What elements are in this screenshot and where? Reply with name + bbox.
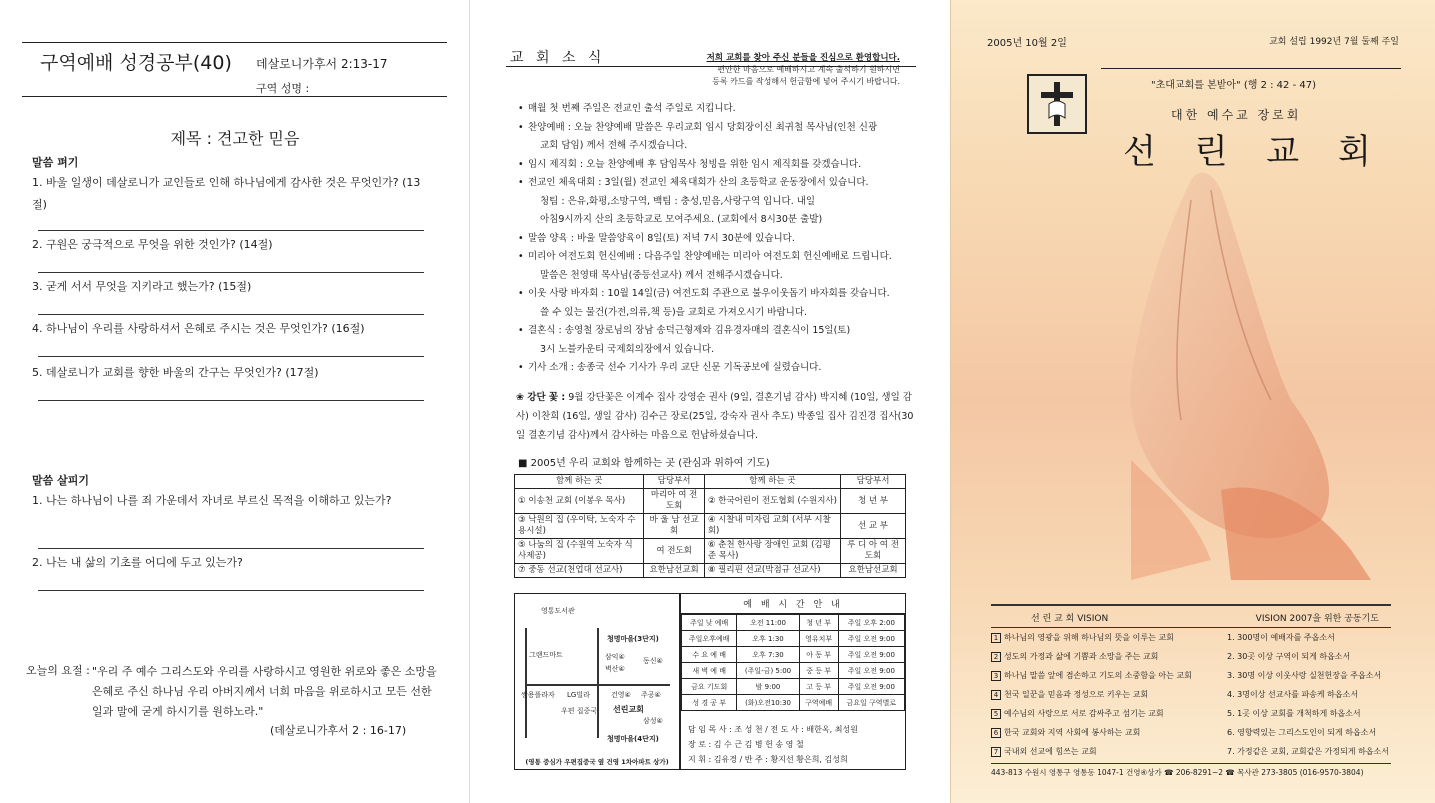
schedule-row — [682, 679, 905, 695]
vision-number: 5 — [991, 709, 1001, 719]
partner-row — [515, 489, 906, 514]
schedule-cell: 고 등 부 — [799, 679, 838, 695]
bible-study-panel — [0, 0, 470, 803]
schedule-cell: 성 경 공 부 — [682, 695, 737, 711]
welcome-line: 편안한 마음으로 예배하시고 계속 출석하기 원하시면 — [717, 65, 900, 74]
vision-item — [991, 666, 1227, 685]
cross-logo-icon — [1027, 74, 1087, 134]
schedule-cell: 영유치부 — [799, 631, 838, 647]
schedule-cell: (화)오전10:30 — [737, 695, 799, 711]
partner-header: 담당부서 — [841, 475, 906, 489]
schedule-cell: 주일오후예배 — [682, 631, 737, 647]
map-road — [525, 628, 527, 738]
vision-item — [991, 704, 1227, 723]
vision-number: 4 — [991, 690, 1001, 700]
partner-cell: ⑦ 중동 선교(천업대 선교사) — [515, 564, 644, 578]
news-item — [516, 230, 916, 249]
question-2: 2. 구원은 궁극적으로 무엇을 위한 것인가? (14절) — [32, 238, 273, 251]
question-3: 3. 굳게 서서 무엇을 지키라고 했는가? (15절) — [32, 280, 252, 293]
church-motto: "초대교회를 본받아" (행 2 : 42 - 47) — [1151, 80, 1316, 91]
schedule-cell: 새 벽 예 배 — [682, 663, 737, 679]
vision-text: 한국 교회와 지역 사회에 봉사하는 교회 — [1004, 728, 1141, 737]
news-line: 말씀 양육 : 바울 말씀양육이 8일(토) 저녁 7시 30분에 있습니다. — [528, 232, 795, 244]
vision-heading: 선 린 교 회 VISION — [1031, 614, 1109, 624]
schedule-cell: 오후 1:30 — [737, 631, 799, 647]
map-label: 그랜드마트 — [529, 651, 563, 659]
map-label: 동신④ — [643, 657, 663, 665]
prayer-item: 7. 가정같은 교회, 교회같은 가정되게 하옵소서 — [1227, 747, 1389, 756]
schedule-cell: 주일 오전 9:00 — [838, 663, 904, 679]
schedule-cell: 오후 7:30 — [737, 647, 799, 663]
news-line: 매월 첫 번째 주일은 전교인 출석 주일로 지킵니다. — [528, 103, 736, 114]
vision-box — [991, 604, 1391, 761]
schedule-row — [682, 631, 905, 647]
schedule-cell: 밤 9:00 — [737, 679, 799, 695]
welcome-note — [650, 52, 900, 88]
partner-header: 함께 하는 곳 — [515, 475, 644, 489]
map-label: 쌍용플라자 — [521, 691, 555, 699]
welcome-line: 저희 교회를 찾아 주신 분들을 진심으로 환영합니다. — [706, 53, 900, 63]
vision-number: 2 — [991, 652, 1001, 662]
partner-table — [514, 474, 906, 578]
news-line: 말씀은 천영태 목사님(중등선교사) 께서 전해주시겠습니다. — [540, 269, 783, 281]
map-label: 청명마을(4단지) — [607, 735, 659, 743]
prayer-item: 2. 30곳 이상 구역이 되게 하옵소서 — [1227, 652, 1351, 661]
schedule-cell: 금요일 구역별로 — [838, 695, 904, 711]
staff-line: 담 임 목 사 : 조 성 천 / 전 도 사 : 배한옥, 최성원 — [688, 725, 858, 734]
partner-cell: 요한남선교회 — [644, 564, 704, 578]
news-line: 쓸 수 있는 물건(가전,의류,책 등)을 교회로 가져오시기 바랍니다. — [540, 306, 808, 318]
study-book: 데살로니가후서 2:13-17 — [256, 57, 388, 71]
schedule-title: 예 배 시 간 안 내 — [681, 594, 905, 614]
partner-cell: ④ 시찰내 미자립 교회 (서부 시찰회) — [704, 514, 840, 539]
answer-line[interactable] — [38, 314, 424, 315]
vision-text: 천국 일꾼을 믿음과 정성으로 키우는 교회 — [1004, 690, 1149, 699]
map-label: 건영④ — [611, 691, 631, 699]
church-name: 선 린 교 회 — [1123, 132, 1385, 172]
vision-text: 성도의 가정과 삶에 기쁨과 소망을 주는 교회 — [1004, 652, 1159, 661]
prayer-heading: VISION 2007을 위한 공동기도 — [1255, 614, 1379, 624]
news-heading: 교 회 소 식 — [510, 50, 606, 66]
news-list — [516, 100, 916, 378]
news-item — [516, 119, 916, 156]
life-question-2: 2. 나는 내 삶의 기초를 어디에 두고 있는가? — [32, 556, 243, 569]
staff-line: 장 로 : 김 수 근 김 병 헌 송 영 철 — [688, 740, 804, 749]
news-line: 3시 노블카운티 국제회의장에서 있습니다. — [540, 343, 715, 355]
partner-cell: ② 한국어린이 전도협회 (수원지사) — [704, 489, 840, 514]
study-subject: 제목 : 견고한 믿음 — [170, 129, 300, 148]
welcome-line: 등록 카드를 작성해서 헌금함에 넣어 주시기 바랍니다. — [712, 77, 900, 86]
partner-row — [515, 564, 906, 578]
news-item — [516, 359, 916, 378]
news-line: 아침9시까지 산의 초등학교로 모여주세요. (교회에서 8시30분 출발) — [540, 214, 823, 225]
partner-cell: 선 교 부 — [841, 514, 906, 539]
answer-line[interactable] — [38, 590, 424, 591]
news-item — [516, 100, 916, 119]
map-label: 영통도서관 — [541, 607, 575, 615]
vision-number: 7 — [991, 747, 1001, 757]
schedule-cell: 청 년 부 — [799, 615, 838, 631]
vision-item — [991, 723, 1227, 742]
location-map — [514, 593, 680, 770]
news-line: 전교인 체육대회 : 3일(월) 전교인 체육대회가 산의 초등학교 운동장에서 있습니다. — [528, 177, 869, 188]
news-item — [516, 248, 916, 285]
answer-line[interactable] — [38, 272, 424, 273]
partner-cell: 마리아 여 전도회 — [644, 489, 704, 514]
partner-cell: 청 년 부 — [841, 489, 906, 514]
question-4: 4. 하나님이 우리를 사랑하셔서 은혜로 주시는 것은 무엇인가? (16절) — [32, 322, 365, 335]
vision-item — [991, 742, 1227, 761]
vision-text: 예수님의 사랑으로 서로 감싸주고 섬기는 교회 — [1004, 709, 1164, 718]
news-line: 찬양예배 : 오늘 찬양예배 말씀은 우리교회 임시 당회장이신 최귀철 목사님(인천 신광 — [528, 121, 878, 133]
partner-cell: ⑤ 나눔의 집 (수원역 노숙자 식사제공) — [515, 539, 644, 564]
prayer-item: 5. 1곳 이상 교회를 개척하게 하옵소서 — [1227, 709, 1361, 718]
vision-text: 하나님의 영광을 위해 하나님의 뜻을 이루는 교회 — [1004, 633, 1174, 642]
address-text: 수원시 영통구 영통동 1047-1 건영④상가 ☎ 206-8291~2 ☎ 목사관 273-3805 (016-9570-3804) — [1024, 768, 1364, 777]
answer-line[interactable] — [38, 356, 424, 357]
life-question-1: 1. 나는 하나님이 나를 죄 가운데서 자녀로 부르신 목적을 이해하고 있는가? — [32, 494, 392, 507]
prayer-item: 6. 영향력있는 그리스도인이 되게 하옵소서 — [1227, 728, 1377, 737]
map-label: 삼성④ — [643, 717, 663, 725]
map-label: 청명마을(3단지) — [607, 635, 659, 643]
schedule-row — [682, 615, 905, 631]
partner-cell: ③ 낙원의 집 (우이탁, 노숙자 수용시설) — [515, 514, 644, 539]
map-label: 삼익④ — [605, 653, 625, 661]
top-rule — [22, 42, 447, 43]
vision-item — [991, 685, 1227, 704]
word-life-heading: 말씀 살피기 — [32, 474, 89, 487]
question-1: 1. 바울 일생이 데살로니가 교인들로 인해 하나님에게 감사한 것은 무엇인가? (13절) — [32, 176, 421, 211]
news-item — [516, 174, 916, 230]
vision-text: 국내외 선교에 힘쓰는 교회 — [1004, 747, 1097, 756]
schedule-row — [682, 647, 905, 663]
answer-line[interactable] — [38, 230, 424, 231]
study-title: 구역예배 성경공부(40) — [40, 52, 232, 74]
schedule-row — [682, 695, 905, 711]
answer-line[interactable] — [38, 400, 424, 401]
vision-item — [991, 628, 1227, 647]
partner-row — [515, 514, 906, 539]
established-note: 교회 설립 1992년 7월 둘째 주일 — [1269, 37, 1399, 47]
partner-cell: ⑥ 춘천 한사랑 장애인 교회 (김평준 목사) — [704, 539, 840, 564]
staff-list — [680, 722, 906, 767]
question-5: 5. 데살로니가 교회를 향한 바울의 간구는 무엇인가? (17절) — [32, 366, 319, 379]
news-line: 이웃 사랑 바자회 : 10월 14일(금) 여전도회 주관으로 불우이웃돕기 바자회를 갖습니다. — [528, 288, 890, 299]
map-label: LG빌라 — [567, 691, 590, 699]
schedule-cell: 오전 11:00 — [737, 615, 799, 631]
vision-text: 하나님 말씀 앞에 겸손하고 기도의 소중함을 아는 교회 — [1004, 671, 1192, 680]
bulletin-date: 2005년 10월 2일 — [987, 38, 1067, 49]
map-label: 주공④ — [641, 691, 661, 699]
schedule-cell: 주일 오전 9:00 — [838, 679, 904, 695]
vision-item — [991, 647, 1227, 666]
church-address — [991, 763, 1391, 778]
map-road — [597, 628, 599, 738]
schedule-cell: 금요 기도회 — [682, 679, 737, 695]
news-item — [516, 322, 916, 359]
schedule-cell: 중 등 부 — [799, 663, 838, 679]
map-church-label: 선린교회 — [613, 705, 644, 714]
vision-number: 1 — [991, 633, 1001, 643]
partner-title: ■ 2005년 우리 교회와 함께하는 곳 (관심과 위하여 기도) — [518, 458, 770, 469]
postal-code: 443-813 — [991, 768, 1023, 777]
schedule-cell: (주일-금) 5:00 — [737, 663, 799, 679]
vision-number: 3 — [991, 671, 1001, 681]
motto-rule — [1101, 68, 1401, 69]
partner-row — [515, 539, 906, 564]
partner-cell: 요한남선교회 — [841, 564, 906, 578]
verse-reference: (데살로니가후서 2 : 16-17) — [270, 724, 407, 737]
altar-flower-label: ❀ 강단 꽃 : — [516, 392, 566, 403]
schedule-cell: 주일 낮 예배 — [682, 615, 737, 631]
news-item — [516, 285, 916, 322]
partner-cell: ① 이송천 교회 (이봉우 목사) — [515, 489, 644, 514]
map-label: 우편 집중국 — [561, 707, 598, 715]
prayer-item: 4. 3명이상 선교사를 파송케 하옵소서 — [1227, 690, 1359, 699]
partner-cell: ⑧ 필리핀 선교(박점규 선교사) — [704, 564, 840, 578]
schedule-cell: 주일 오전 9:00 — [838, 647, 904, 663]
staff-line: 지 휘 : 김유경 / 반 주 : 황지선 황은희, 김성희 — [688, 755, 848, 764]
denomination: 대한 예수교 장로회 — [1171, 108, 1302, 122]
church-news-panel — [470, 0, 950, 803]
altar-flower-note — [516, 388, 916, 445]
prayer-item: 1. 300명이 예배자를 주옵소서 — [1227, 633, 1335, 642]
verse-text: "우리 주 예수 그리스도와 우리를 사랑하시고 영원한 위로와 좋은 소망을 은혜로 주신 하나님 우리 아버지께서 너희 마음을 위로하시고 모든 선한일과 말에 굳게 하시기를 원하노라." — [92, 665, 437, 718]
news-line: 미리아 여전도회 헌신예배 : 다음주일 찬양예배는 미리아 여전도회 헌신예배로 드립니다. — [528, 251, 892, 262]
prayer-item: 3. 30명 이상 이웃사랑 실천헌장을 주옵소서 — [1227, 671, 1382, 680]
praying-hands-illustration — [1071, 160, 1371, 580]
answer-line[interactable] — [38, 548, 424, 549]
word-look-heading: 말씀 펴기 — [32, 156, 79, 169]
altar-flower-text: 9월 강단꽃은 이계수 집사 강영순 권사 (9일, 결혼기념 감사) 박지혜 (10일, 생일 감사) 이찬희 (16일, 생일 감사) 김수근 장로(25일, 강숙자 권사 추도) 박종일 집사 김진경 집사(30일 결혼기념 감사)께서 감사하는 마음으로 헌납하셨습니다. — [516, 392, 914, 441]
schedule-cell: 구역예배 — [799, 695, 838, 711]
map-caption: (영통 중심가 우편집중국 옆 건영 1차아파트 상가) — [525, 758, 669, 766]
header-rule — [22, 96, 447, 97]
news-line: 임시 제직회 : 오늘 찬양예배 후 담임목사 청빙을 위한 임시 제직회를 갖겠습니다. — [528, 158, 862, 170]
news-line: 기사 소개 : 송종국 선수 기사가 우리 교단 신문 기독공보에 실렸습니다. — [528, 362, 822, 373]
schedule-cell: 주일 오전 9:00 — [838, 631, 904, 647]
news-line: 청팀 : 은유,화평,소망구역, 백팀 : 충성,믿음,사랑구역 입니다. 내일 — [540, 195, 816, 207]
schedule-row — [682, 663, 905, 679]
schedule-cell: 주일 오후 2:00 — [838, 615, 904, 631]
news-line: 결혼식 : 송영철 장로님의 장남 송덕근형제와 김유경자매의 결혼식이 15일(토) — [528, 325, 851, 336]
vision-number: 6 — [991, 728, 1001, 738]
partner-header: 담당부서 — [644, 475, 704, 489]
group-name-label: 구역 성명 : — [256, 82, 310, 95]
partner-cell: 여 전도회 — [644, 539, 704, 564]
schedule-cell: 수 요 예 배 — [682, 647, 737, 663]
verse-label: 오늘의 요절 : — [26, 664, 90, 677]
schedule-cell: 아 동 부 — [799, 647, 838, 663]
news-line: 교회 담임) 께서 전해 주시겠습니다. — [540, 140, 688, 151]
news-item — [516, 156, 916, 175]
cover-panel — [950, 0, 1435, 803]
partner-cell: 바 울 남 선교회 — [644, 514, 704, 539]
partner-cell: 루 디 아 여 전도회 — [841, 539, 906, 564]
map-label: 벽산④ — [605, 665, 625, 673]
partner-header: 함께 하는 곳 — [704, 475, 840, 489]
